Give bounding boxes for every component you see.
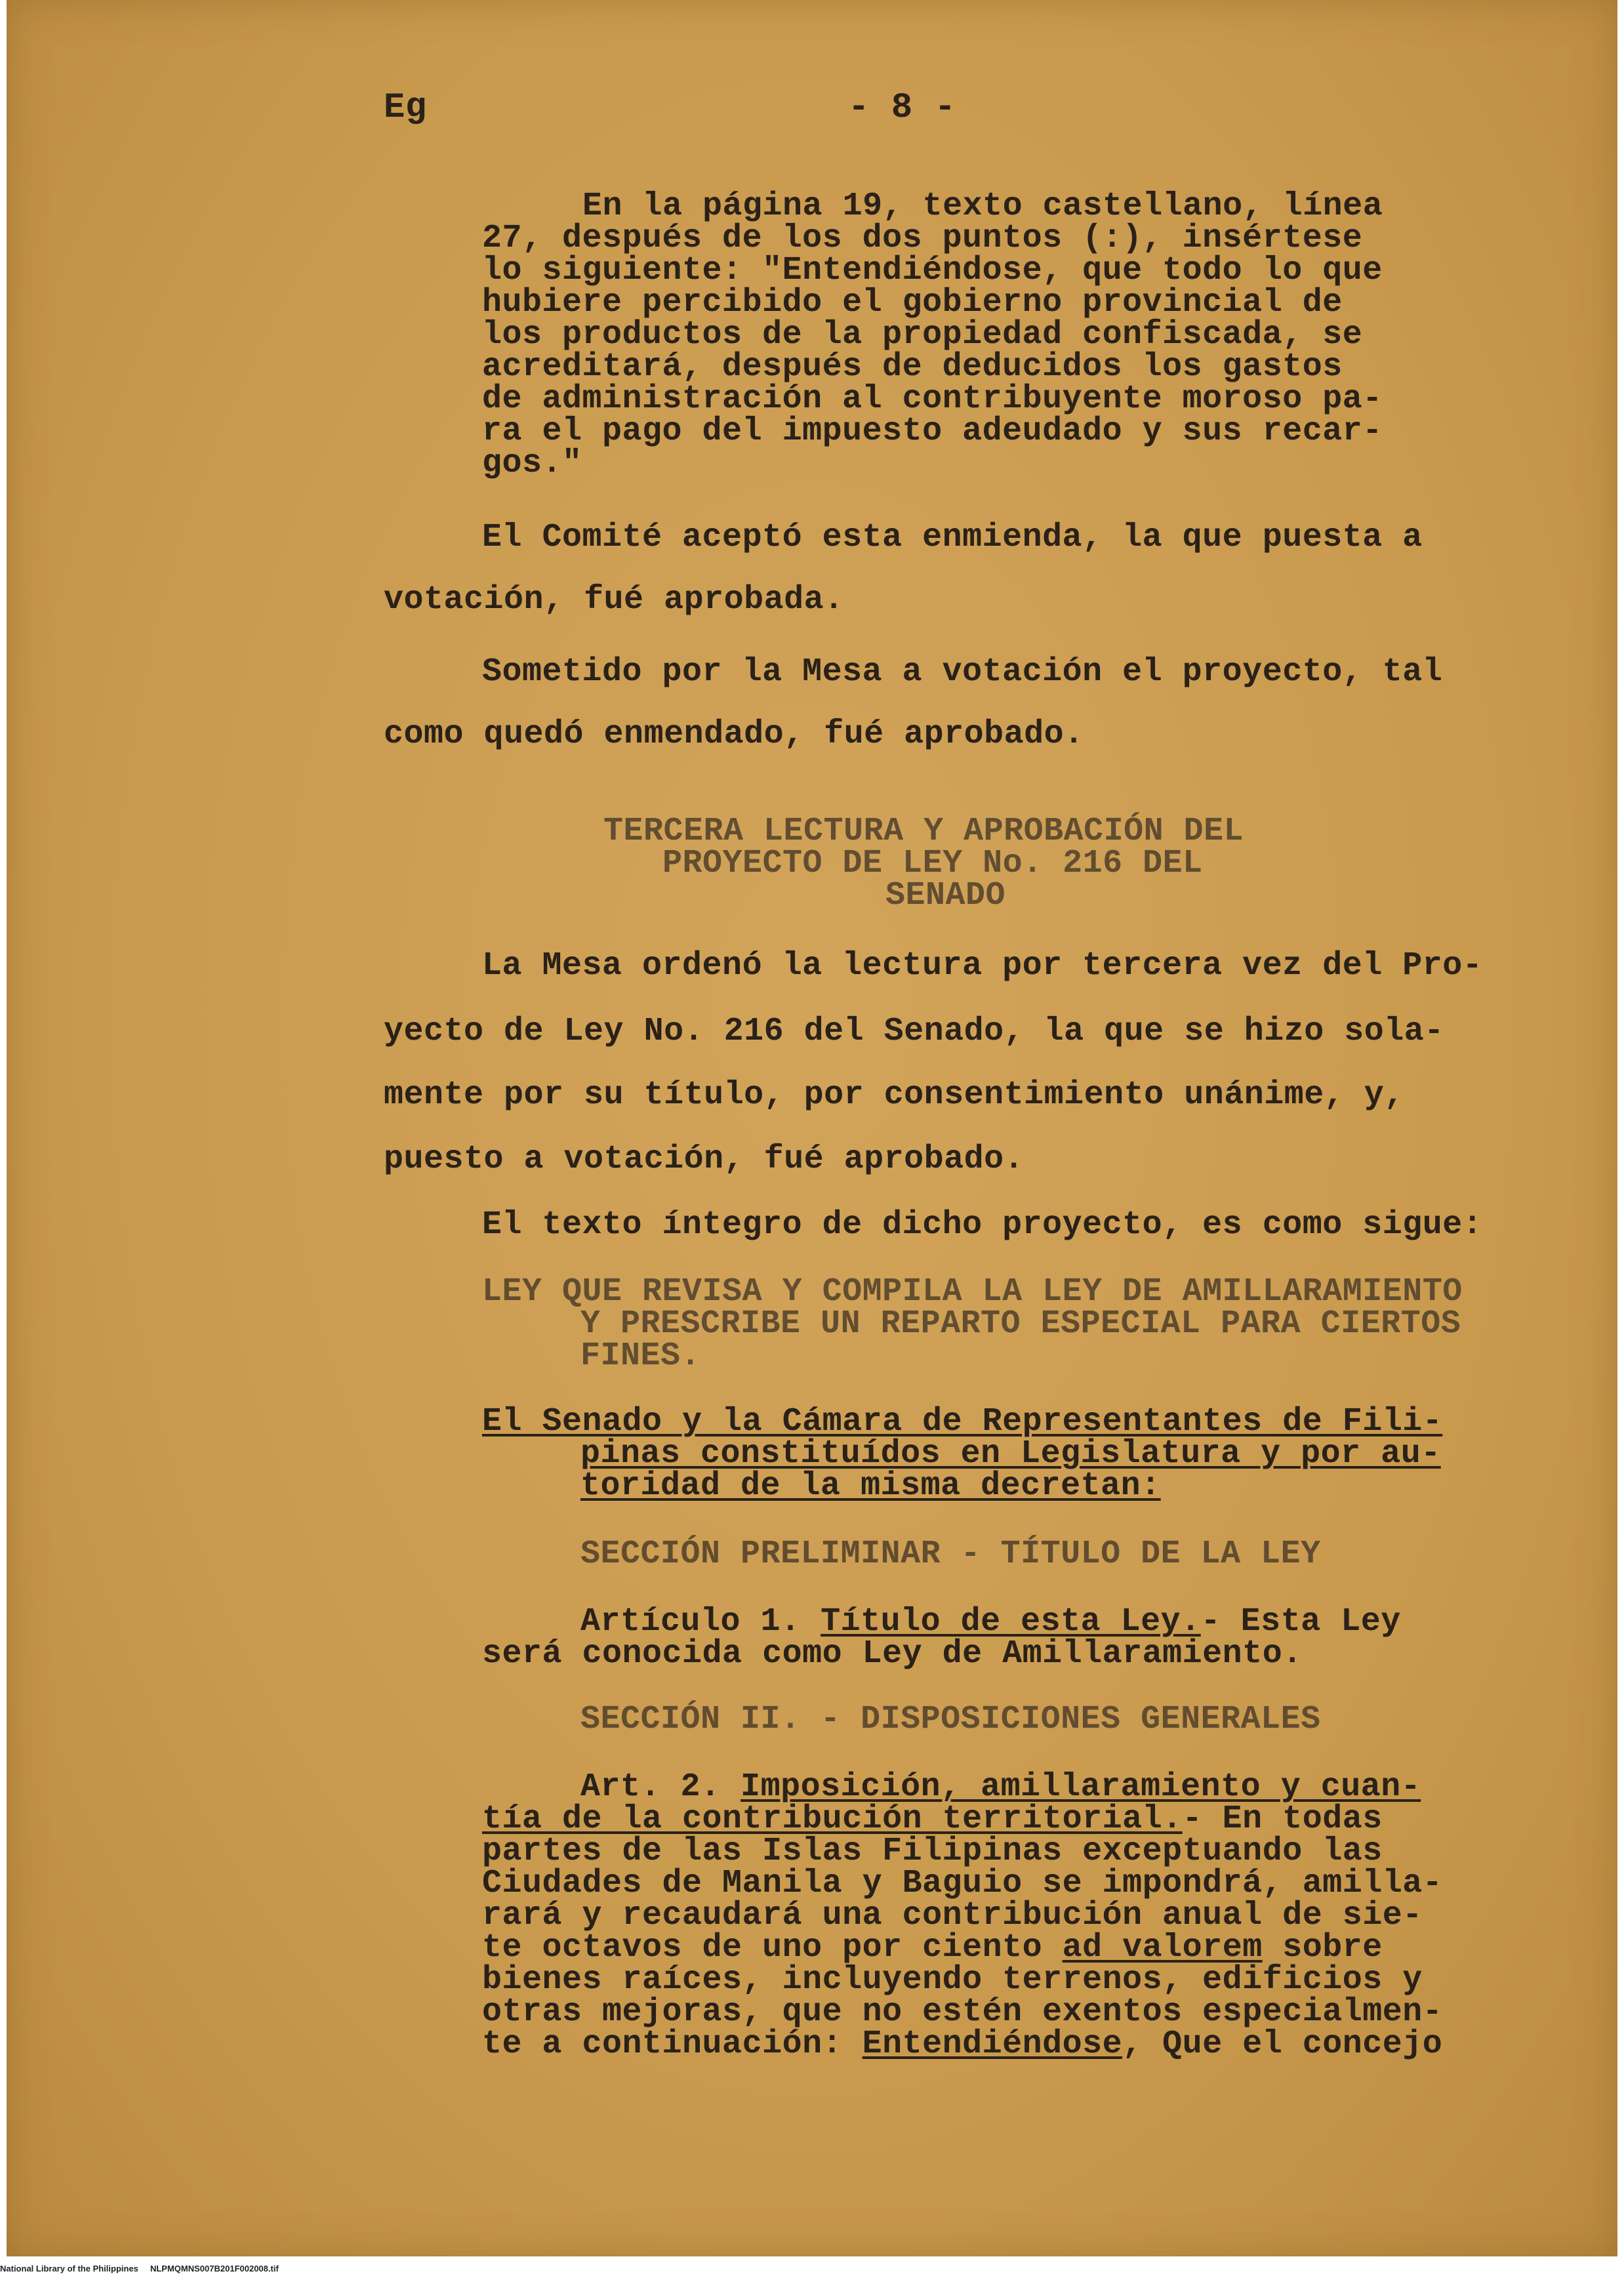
amendment-line: 27, después de los dos puntos (:), insértese bbox=[482, 220, 1363, 257]
section-heading-line: PROYECTO DE LEY No. 216 DEL bbox=[662, 845, 1203, 882]
page-number: - 8 - bbox=[848, 88, 956, 128]
ad-valorem-term: ad valorem bbox=[1062, 1929, 1263, 1966]
article-2-line: tía de la contribución territorial.- En todas bbox=[482, 1801, 1383, 1838]
reading-paragraph-line: yecto de Ley No. 216 del Senado, la que se hizo sola- bbox=[384, 1013, 1444, 1050]
amendment-line: los productos de la propiedad confiscada, se bbox=[482, 316, 1363, 354]
article-2-heading: Imposición, amillaramiento y cuan- bbox=[741, 1768, 1421, 1806]
enacting-clause-line: El Senado y la Cámara de Representantes de Fili- bbox=[482, 1403, 1443, 1440]
article-2-heading: tía de la contribución territorial. bbox=[482, 1801, 1183, 1838]
section-heading-line: TERCERA LECTURA Y APROBACIÓN DEL bbox=[603, 813, 1244, 850]
article-1-text: - Esta Ley bbox=[1200, 1603, 1401, 1640]
article-2-line: te a continuación: Entendiéndose, Que el concejo bbox=[482, 2026, 1443, 2063]
article-2-line: partes de las Islas Filipinas exceptuando las bbox=[482, 1833, 1383, 1870]
amendment-line: ra el pago del impuesto adeudado y sus recar- bbox=[482, 413, 1383, 450]
submission-paragraph-line: Sometido por la Mesa a votación el proyecto, tal bbox=[482, 653, 1443, 691]
amendment-line: gos." bbox=[482, 445, 582, 482]
full-text-intro: El texto íntegro de dicho proyecto, es como sigue: bbox=[482, 1206, 1483, 1244]
article-2-label: Art. 2. bbox=[580, 1768, 721, 1806]
committee-paragraph-line: votación, fué aprobada. bbox=[384, 581, 844, 619]
submission-paragraph-line: como quedó enmendado, fué aprobado. bbox=[384, 716, 1084, 753]
article-2-line: te octavos de uno por ciento ad valorem sobre bbox=[482, 1929, 1383, 1966]
amendment-line: lo siguiente: "Entendiéndose, que todo lo que bbox=[482, 252, 1383, 289]
article-2-line: otras mejoras, que no estén exentos especialmen- bbox=[482, 1993, 1443, 2031]
reading-paragraph-line: puesto a votación, fué aprobado. bbox=[384, 1141, 1025, 1178]
amendment-line: acreditará, después de deducidos los gastos bbox=[482, 348, 1343, 386]
reading-paragraph-line: La Mesa ordenó la lectura por tercera vez del Pro- bbox=[482, 947, 1483, 985]
article-2-line: Ciudades de Manila y Baguio se impondrá, amilla- bbox=[482, 1865, 1443, 1902]
section-2-heading: SECCIÓN II. - DISPOSICIONES GENERALES bbox=[580, 1701, 1321, 1738]
article-2-line bbox=[580, 1768, 1421, 1806]
typist-initials: Eg bbox=[384, 88, 427, 128]
entendiendose-term: Entendiéndose bbox=[862, 2026, 1123, 2063]
article-2-line: rará y recaudará una contribución anual de sie- bbox=[482, 1897, 1423, 1934]
law-title-line: FINES. bbox=[580, 1337, 701, 1375]
section-heading-line: SENADO bbox=[885, 877, 1006, 914]
law-title-line: LEY QUE REVISA Y COMPILA LA LEY DE AMILLARAMIENTO bbox=[482, 1273, 1463, 1311]
law-title-line: Y PRESCRIBE UN REPARTO ESPECIAL PARA CIERTOS bbox=[580, 1305, 1461, 1343]
amendment-line: de administración al contribuyente moroso pa- bbox=[482, 380, 1383, 418]
enacting-clause-line: pinas constituídos en Legislatura y por au- bbox=[580, 1435, 1441, 1473]
preliminary-section-heading: SECCIÓN PRELIMINAR - TÍTULO DE LA LEY bbox=[580, 1536, 1321, 1573]
article-1-line bbox=[580, 1603, 1401, 1640]
amendment-line: hubiere percibido el gobierno provincial de bbox=[482, 284, 1343, 321]
article-1-heading: Título de esta Ley. bbox=[821, 1603, 1201, 1640]
amendment-line: En la página 19, texto castellano, línea bbox=[582, 188, 1383, 225]
article-1-line: será conocida como Ley de Amillaramiento. bbox=[482, 1635, 1303, 1673]
enacting-clause-line: toridad de la misma decretan: bbox=[580, 1467, 1161, 1505]
article-1-label: Artículo 1. bbox=[580, 1603, 801, 1640]
archive-footer: National Library of the Philippines NLPMQMNS007B201F002008.tif bbox=[0, 2264, 279, 2273]
reading-paragraph-line: mente por su título, por consentimiento unánime, y, bbox=[384, 1076, 1404, 1114]
committee-paragraph-line: El Comité aceptó esta enmienda, la que puesta a bbox=[482, 519, 1423, 556]
article-2-line: bienes raíces, incluyendo terrenos, edificios y bbox=[482, 1961, 1423, 1999]
